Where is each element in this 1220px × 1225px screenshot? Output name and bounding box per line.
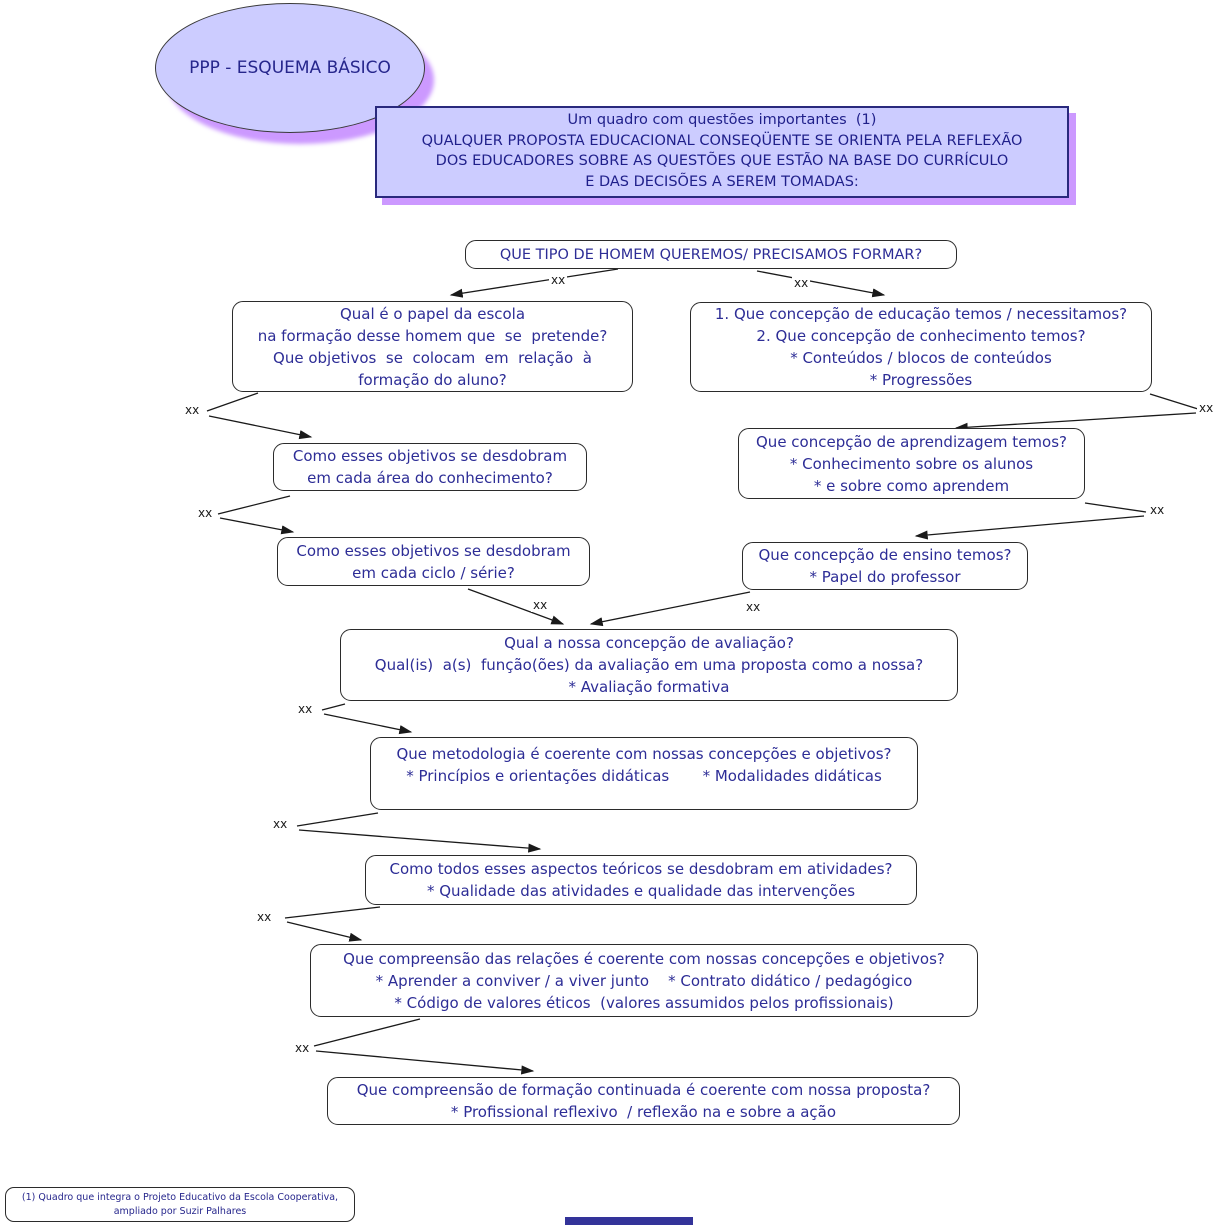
node-text: formação do aluno?	[358, 370, 507, 389]
node-tipo-de-homem	[465, 240, 957, 269]
node-compreensao-relacoes	[310, 944, 978, 1017]
header-line: QUALQUER PROPOSTA EDUCACIONAL CONSEQÜENTE SE ORIENTA PELA REFLEXÃO	[421, 132, 1023, 149]
node-text: Qual é o papel da escola	[339, 304, 526, 323]
node-concepcao-ensino	[742, 542, 1028, 590]
node-text: * Qualidade das atividades e qualidade das intervenções	[426, 882, 856, 900]
node-text: Que compreensão de formação continuada é coerente com nossa proposta?	[356, 1081, 931, 1099]
node-text: Que compreensão das relações é coerente com nossas concepções e objetivos?	[343, 949, 945, 968]
node-text: 1. Que concepção de educação temos / necessitamos?	[714, 305, 1128, 323]
node-text: * Papel do professor	[809, 568, 961, 586]
node-text: Como esses objetivos se desdobram	[296, 541, 571, 560]
node-text: Que metodologia é coerente com nossas concepções e objetivos?	[396, 745, 892, 763]
node-concepcao-avaliacao	[340, 629, 958, 701]
node-concepcao-aprendizagem	[738, 428, 1085, 499]
connector-label: xx	[746, 600, 761, 614]
connector-label: xx	[1150, 503, 1165, 517]
footnote-box	[5, 1187, 355, 1222]
node-text: Como esses objetivos se desdobram	[292, 447, 568, 465]
header-line: E DAS DECISÕES A SEREM TOMADAS:	[585, 173, 859, 190]
connector-label: xx	[257, 910, 272, 924]
node-formacao-continuada	[327, 1077, 960, 1125]
node-text: Qual(is) a(s) função(ões) da avaliação em uma proposta como a nossa?	[374, 656, 924, 674]
node-desdobram-ciclo	[277, 537, 590, 586]
intro-header-box	[375, 106, 1069, 198]
node-text: * Profissional reflexivo / reflexão na e sobre a ação	[450, 1103, 837, 1121]
node-text: em cada área do conhecimento?	[307, 469, 553, 487]
node-concepcao-educacao	[690, 302, 1152, 392]
header-line: Um quadro com questões importantes (1)	[567, 112, 877, 128]
node-text: Que concepção de ensino temos?	[758, 546, 1012, 564]
node-text: Qual a nossa concepção de avaliação?	[504, 634, 794, 652]
node-text: 2. Que concepção de conhecimento temos?	[756, 327, 1086, 345]
node-text: * Aprender a conviver / a viver junto * Contrato didático / pedagógico	[375, 971, 913, 990]
connector-label: xx	[551, 273, 566, 287]
connector-label: xx	[295, 1041, 310, 1055]
footnote-line: ampliado por Suzir Palhares	[113, 1205, 247, 1217]
connector-label: xx	[533, 598, 548, 612]
node-text: * Avaliação formativa	[568, 678, 730, 696]
node-text: QUE TIPO DE HOMEM QUEREMOS/ PRECISAMOS FORMAR?	[499, 246, 923, 263]
node-papel-da-escola	[232, 301, 633, 392]
connector-label: xx	[273, 817, 288, 831]
connector-label: xx	[1199, 401, 1214, 415]
node-text: * e sobre como aprendem	[813, 476, 1010, 495]
node-text: * Progressões	[869, 371, 973, 389]
connector-label: xx	[198, 506, 213, 520]
connector-label: xx	[185, 403, 200, 417]
slide-title: PPP - ESQUEMA BÁSICO	[189, 58, 391, 78]
footnote-line: (1) Quadro que integra o Projeto Educativo da Escola Cooperativa,	[21, 1192, 339, 1203]
node-text: * Conteúdos / blocos de conteúdos	[790, 349, 1052, 367]
connector-label: xx	[794, 276, 809, 290]
header-line: DOS EDUCADORES SOBRE AS QUESTÕES QUE ESTÃO NA BASE DO CURRÍCULO	[435, 153, 1009, 169]
node-text: * Código de valores éticos (valores assumidos pelos profissionais)	[394, 993, 894, 1012]
connector-label: xx	[298, 702, 313, 716]
node-text: Que objetivos se colocam em relação à	[273, 348, 592, 367]
node-metodologia	[370, 737, 918, 810]
node-atividades	[365, 855, 917, 905]
node-text: * Conhecimento sobre os alunos	[789, 454, 1034, 473]
bottom-accent-bar	[565, 1217, 693, 1225]
node-text: * Princípios e orientações didáticas * Modalidades didáticas	[406, 767, 882, 785]
node-text: na formação desse homem que se pretende?	[257, 326, 608, 345]
node-text: em cada ciclo / série?	[352, 563, 515, 582]
node-text: Que concepção de aprendizagem temos?	[756, 432, 1067, 451]
node-text: Como todos esses aspectos teóricos se desdobram em atividades?	[389, 860, 893, 878]
node-desdobram-area	[273, 443, 587, 491]
